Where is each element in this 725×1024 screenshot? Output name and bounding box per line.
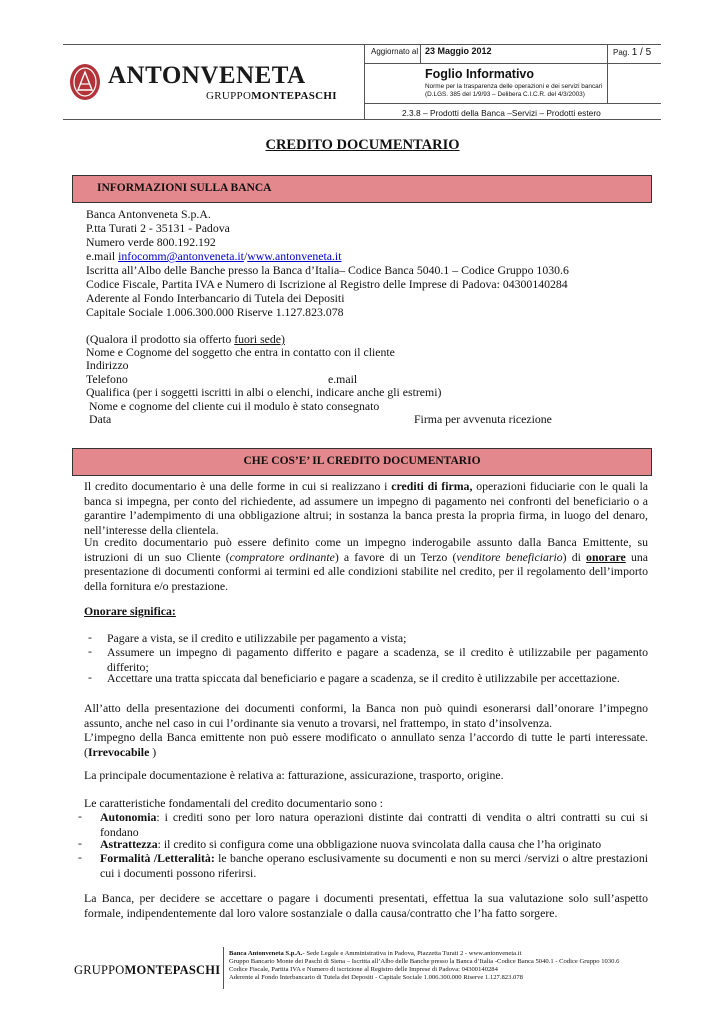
aggiornato-label: Aggiornato al [371, 47, 419, 56]
paragraph-presentation: All’atto della presentazione dei documenti conformi, la Banca non può quindi esonerarsi dall’onorare l’impegno assunto, anche nel caso in cui l’ordinante sia venuto a trovarsi, nel frattempo, in stato d’insolvenza. [84, 701, 648, 730]
form-intro: (Qualora il prodotto sia offerto fuori sede) [86, 332, 285, 346]
section-banner-info [72, 175, 652, 203]
list-bullet: - [78, 850, 82, 864]
brand-group: GRUPPOMONTEPASCHI [206, 90, 337, 102]
header-divider-3 [607, 44, 608, 103]
feature-autonomia: Autonomia: i crediti sono per loro natura operazioni distinte dai contratti di vendita o altri contratti su cui si fondano [100, 810, 648, 839]
update-date: 23 Maggio 2012 [425, 46, 492, 56]
footer-line: Codice Fiscale, Partita IVA e Numero di iscrizione al Registro delle Imprese di Padova: 04300140284 [229, 966, 498, 974]
brand-name: ANTONVENETA [108, 62, 306, 89]
bank-info-line: Codice Fiscale, Partita IVA e Numero di Iscrizione al Registro delle Imprese di Padova: 04300140284 [86, 277, 568, 291]
doc-type: Foglio Informativo [425, 67, 535, 81]
footer-line: Gruppo Bancario Monte dei Paschi di Siena – Iscritta all’Albo delle Banche presso la Banca d’Italia -Codice Banca 5040.1 - Codice Gruppo 1030.6 [229, 958, 620, 966]
footer-line: Aderente al Fondo Interbancario di Tutela dei Depositi - Capitale Sociale 1.006.300.000 Riserve 1.127.823.078 [229, 974, 523, 982]
header-bottom-rule [63, 119, 661, 120]
antonveneta-logo-icon [68, 62, 102, 102]
feature-formalita: Formalità /Letteralità: le banche operano esclusivamente su documenti e non su merci /servizi o altre prestazioni cui i documenti possono riferirsi. [100, 851, 648, 880]
header-divider-1 [364, 44, 365, 120]
form-signature-label: Firma per avvenuta ricezione [414, 412, 552, 426]
bank-info-line: Aderente al Fondo Interbancario di Tutela dei Depositi [86, 291, 345, 305]
norme-text: Norme per la trasparenza delle operazioni e dei servizi bancari (D.LGS. 385 del 1/9/93 – Delibera C.I.C.R. del 4/3/2003) [425, 83, 603, 98]
header-top-rule [63, 44, 661, 45]
onorare-item: Accettare una tratta spiccata dal beneficiario e pagare a scadenza, se il credito è utilizzabile per accettazione. [107, 671, 620, 685]
feature-astrattezza: Astrattezza: il credito si configura come una obbligazione nuova svincolata dalla causa che l’ha originato [100, 837, 602, 851]
page-title: CREDITO DOCUMENTARIO [265, 137, 460, 153]
list-bullet: - [88, 670, 92, 684]
bank-info-line: Banca Antonveneta S.p.A. [86, 207, 211, 221]
form-phone-label: Telefono [86, 372, 128, 386]
paragraph-evaluation: La Banca, per decidere se accettare o pagare i documenti presentati, effettua la sua valutazione solo sull’aspetto formale, indipendentemente dal loro valore sostanziale o dalla causa/contratto che l’ha fatto sorgere. [84, 891, 648, 920]
form-date-label: Data [89, 412, 112, 426]
bank-info-line: Capitale Sociale 1.006.300.000 Riserve 1.127.823.078 [86, 305, 344, 319]
paragraph-intro: Il credito documentario è una delle forme in cui si realizzano i crediti di firma, operazioni fiduciarie con le quali la banca si impegna, per conto del richiedente, ad assumere un impegno di pagamento nei confronti del beneficiario o a garantire l’adempimento di una obbligazione altrui; in sostanza la banca presta la propria firma, in luogo del denaro, nell’interesse della clientela. [84, 479, 648, 537]
paragraph-documentation: La principale documentazione è relativa a: fatturazione, assicurazione, trasporto, origine. [84, 768, 504, 782]
form-address-label: Indirizzo [86, 358, 129, 372]
paragraph-features-intro: Le caratteristiche fondamentali del credito documentario sono : [84, 796, 384, 810]
bank-info-line: Numero verde 800.192.192 [86, 235, 216, 249]
email-link[interactable]: infocomm@antonveneta.it [118, 249, 244, 263]
bank-info-line: Iscritta all’Albo delle Banche presso la Banca d’Italia– Codice Banca 5040.1 – Codice Gruppo 1030.6 [86, 263, 569, 277]
page-counter: Pag. 1 / 5 [613, 47, 652, 58]
list-bullet: - [78, 809, 82, 823]
list-bullet: - [78, 836, 82, 850]
paragraph-definition: Un credito documentario può essere definito come un impegno inderogabile assunto dalla Banca Emittente, su istruzioni di un suo Cliente (compratore ordinante) a favore di un Terzo (venditore beneficiario) di onorare una presentazione di documenti conformi ai termini ed alle condizioni stabilite nel credito, per il regolamento dell’importo della fornitura e/o prestazione. [84, 535, 648, 593]
form-qualifica-label: Qualifica (per i soggetti iscritti in albi o elenchi, indicare anche gli estremi) [86, 385, 442, 399]
footer-group-logo: GRUPPOMONTEPASCHI [74, 963, 221, 977]
section-heading-info: INFORMAZIONI SULLA BANCA [97, 182, 272, 194]
header-mid-rule-2 [364, 103, 661, 104]
bank-info-line: P.tta Turati 2 - 35131 - Padova [86, 221, 230, 235]
form-contact-label: Nome e Cognome del soggetto che entra in contatto con il cliente [86, 345, 395, 359]
header-divider-2 [420, 44, 421, 63]
footer-line: Banca Antonveneta S.p.A.- Sede Legale e Amministrativa in Padova, Piazzetta Turati 2 - www.antonveneta.it [229, 950, 522, 957]
paragraph-irrevocable: L’impegno della Banca emittente non può essere modificato o annullato senza l’accordo di tutte le parti interessate. (Irrevocabile ) [84, 730, 648, 759]
list-bullet: - [88, 630, 92, 644]
website-link[interactable]: www.antonveneta.it [247, 249, 342, 263]
onorare-item: Pagare a vista, se il credito e utilizzabile per pagamento a vista; [107, 631, 407, 645]
header-mid-rule [364, 63, 661, 64]
form-email-label: e.mail [328, 372, 358, 386]
form-client-label: Nome e cognome del cliente cui il modulo è stato consegnato [89, 399, 380, 413]
section-heading-what: CHE COS’E’ IL CREDITO DOCUMENTARIO [243, 455, 481, 467]
product-category: 2.3.8 – Prodotti della Banca –Servizi – Prodotti estero [402, 108, 601, 118]
list-bullet: - [88, 644, 92, 658]
footer-divider [223, 947, 224, 989]
bank-contact-line: e.mail infocomm@antonveneta.it/www.antonveneta.it [86, 249, 342, 263]
footer-legal [229, 950, 660, 982]
onorare-heading: Onorare significa: [84, 604, 176, 618]
onorare-item: Assumere un impegno di pagamento differito e pagare a scadenza, se il credito è utilizzabile per pagamento differito; [107, 645, 648, 674]
section-banner-what [72, 448, 652, 476]
